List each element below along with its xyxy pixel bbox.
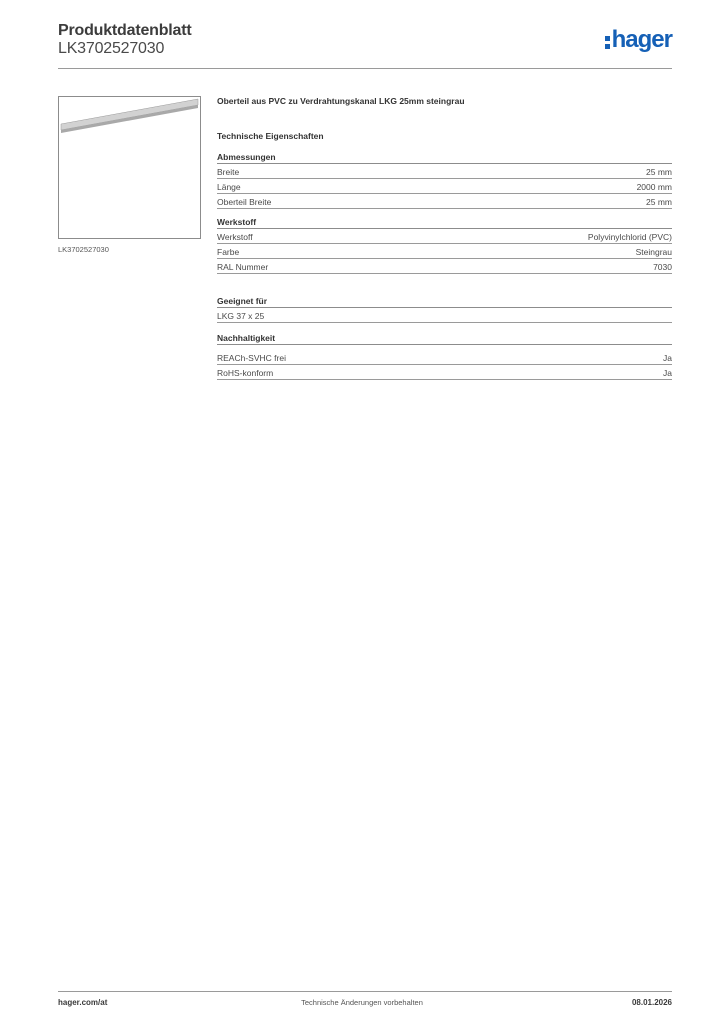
footer-notice: Technische Änderungen vorbehalten xyxy=(301,998,423,1007)
section-dimensions xyxy=(217,152,672,209)
spec-label: Oberteil Breite xyxy=(217,197,272,207)
spec-row xyxy=(217,350,672,365)
section-material xyxy=(217,217,672,274)
section-title: Geeignet für xyxy=(217,296,672,308)
spec-label: Länge xyxy=(217,182,241,192)
spec-label: Werkstoff xyxy=(217,232,253,242)
hager-logo xyxy=(605,27,672,53)
spec-value: Steingrau xyxy=(635,247,672,257)
spec-row xyxy=(217,179,672,194)
footer-website-link[interactable]: hager.com/at xyxy=(58,998,108,1007)
cable-duct-cover-icon xyxy=(59,97,200,238)
section-sustainability xyxy=(217,333,672,380)
logo-colon-icon xyxy=(605,36,610,49)
spec-value: Ja xyxy=(663,353,672,363)
spec-row xyxy=(217,365,672,380)
spec-value: 2000 mm xyxy=(636,182,672,192)
section-title: Werkstoff xyxy=(217,217,672,229)
spec-value: Ja xyxy=(663,368,672,378)
header-divider xyxy=(58,68,672,69)
spec-label: Farbe xyxy=(217,247,240,257)
spec-value: Polyvinylchlorid (PVC) xyxy=(587,232,672,242)
spec-row xyxy=(217,259,672,274)
footer-date: 08.01.2026 xyxy=(631,998,672,1007)
main-content xyxy=(217,96,672,380)
spec-label: LKG 37 x 25 xyxy=(217,311,265,321)
section-title: Nachhaltigkeit xyxy=(217,333,672,345)
section-suitable-for xyxy=(217,296,672,323)
image-caption: LK3702527030 xyxy=(58,245,109,254)
spec-row xyxy=(217,164,672,179)
spec-label: REACh-SVHC frei xyxy=(217,353,286,363)
spec-label: RoHS-konform xyxy=(217,368,274,378)
page-header xyxy=(58,22,672,70)
product-id: LK3702527030 xyxy=(58,40,165,57)
spec-row xyxy=(217,194,672,209)
spec-value: 25 mm xyxy=(646,167,672,177)
product-image xyxy=(58,96,201,239)
spec-row xyxy=(217,308,672,323)
product-description: Oberteil aus PVC zu Verdrahtungskanal LKG 25mm steingrau xyxy=(217,96,465,106)
section-title: Abmessungen xyxy=(217,152,672,164)
spec-value: 7030 xyxy=(653,262,672,272)
spec-row xyxy=(217,244,672,259)
spec-row xyxy=(217,229,672,244)
spec-value: 25 mm xyxy=(646,197,672,207)
spec-label: RAL Nummer xyxy=(217,262,269,272)
logo-text: hager xyxy=(611,26,672,53)
footer-divider xyxy=(58,991,672,992)
spec-label: Breite xyxy=(217,167,240,177)
document-title: Produktdatenblatt xyxy=(58,22,192,39)
technical-properties-heading: Technische Eigenschaften xyxy=(217,131,324,141)
